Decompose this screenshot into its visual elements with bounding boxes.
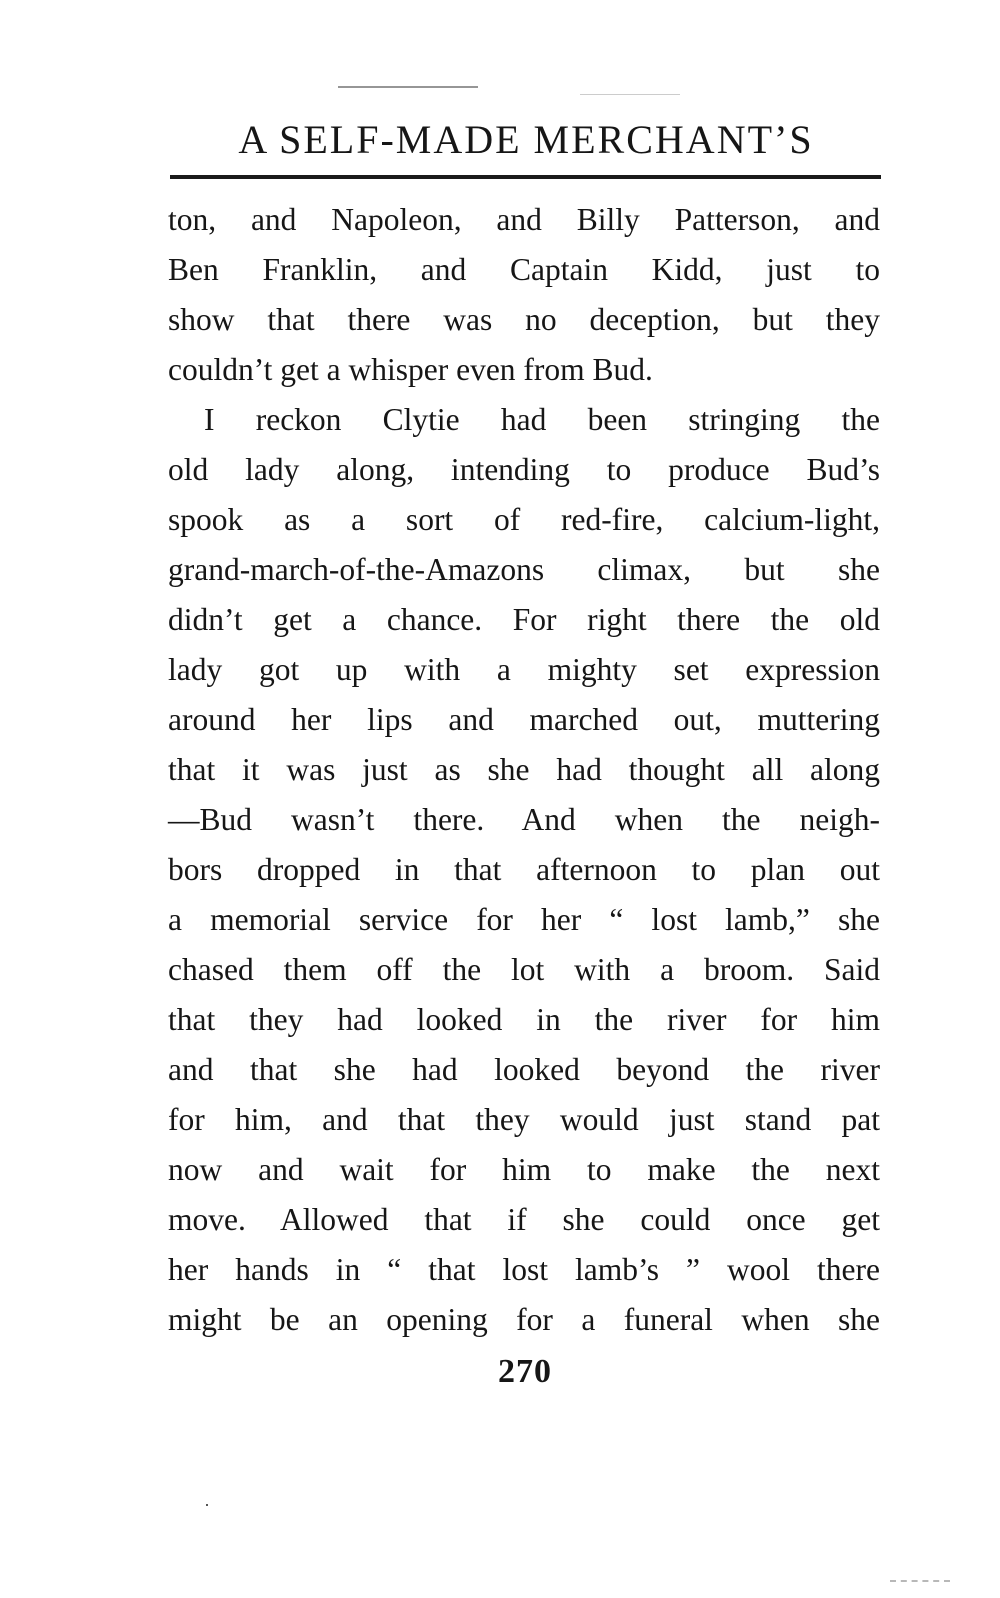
- text-line: chased them off the lot with a broom. Said: [168, 952, 880, 987]
- text-line: for him, and that they would just stand pat: [168, 1102, 880, 1137]
- page-number: 270: [498, 1353, 552, 1390]
- text-line: I reckon Clytie had been stringing the: [204, 402, 880, 437]
- text-line: bors dropped in that afternoon to plan out: [168, 852, 880, 887]
- text-line: that they had looked in the river for him: [168, 1002, 880, 1037]
- text-line: and that she had looked beyond the river: [168, 1052, 880, 1087]
- scan-speck: [206, 1504, 208, 1506]
- text-line: around her lips and marched out, muttering: [168, 702, 880, 737]
- text-line: might be an opening for a funeral when she: [168, 1302, 880, 1337]
- header-rule: [170, 175, 881, 179]
- text-line: grand-march-of-the-Amazons climax, but she: [168, 552, 880, 587]
- text-line: old lady along, intending to produce Bud’s: [168, 452, 880, 487]
- text-line: couldn’t get a whisper even from Bud.: [168, 352, 653, 387]
- text-line: ton, and Napoleon, and Billy Patterson, and: [168, 202, 880, 237]
- text-line: move. Allowed that if she could once get: [168, 1202, 880, 1237]
- text-line: lady got up with a mighty set expression: [168, 652, 880, 687]
- text-line: didn’t get a chance. For right there the old: [168, 602, 880, 637]
- body-text: [168, 195, 880, 1345]
- scan-mark: [338, 86, 478, 88]
- running-head: A SELF-MADE MERCHANT’S: [238, 117, 814, 162]
- text-line: that it was just as she had thought all along: [168, 752, 880, 787]
- scan-specks: [890, 1580, 950, 1584]
- text-line: show that there was no deception, but they: [168, 302, 880, 337]
- text-line: now and wait for him to make the next: [168, 1152, 880, 1187]
- text-line: Ben Franklin, and Captain Kidd, just to: [168, 252, 880, 287]
- text-line: her hands in “ that lost lamb’s ” wool there: [168, 1252, 880, 1287]
- text-line: a memorial service for her “ lost lamb,” she: [168, 902, 880, 937]
- text-line: spook as a sort of red-fire, calcium-light,: [168, 502, 880, 537]
- text-line: —Bud wasn’t there. And when the neigh-: [168, 802, 880, 837]
- scan-mark-faint: [580, 94, 680, 95]
